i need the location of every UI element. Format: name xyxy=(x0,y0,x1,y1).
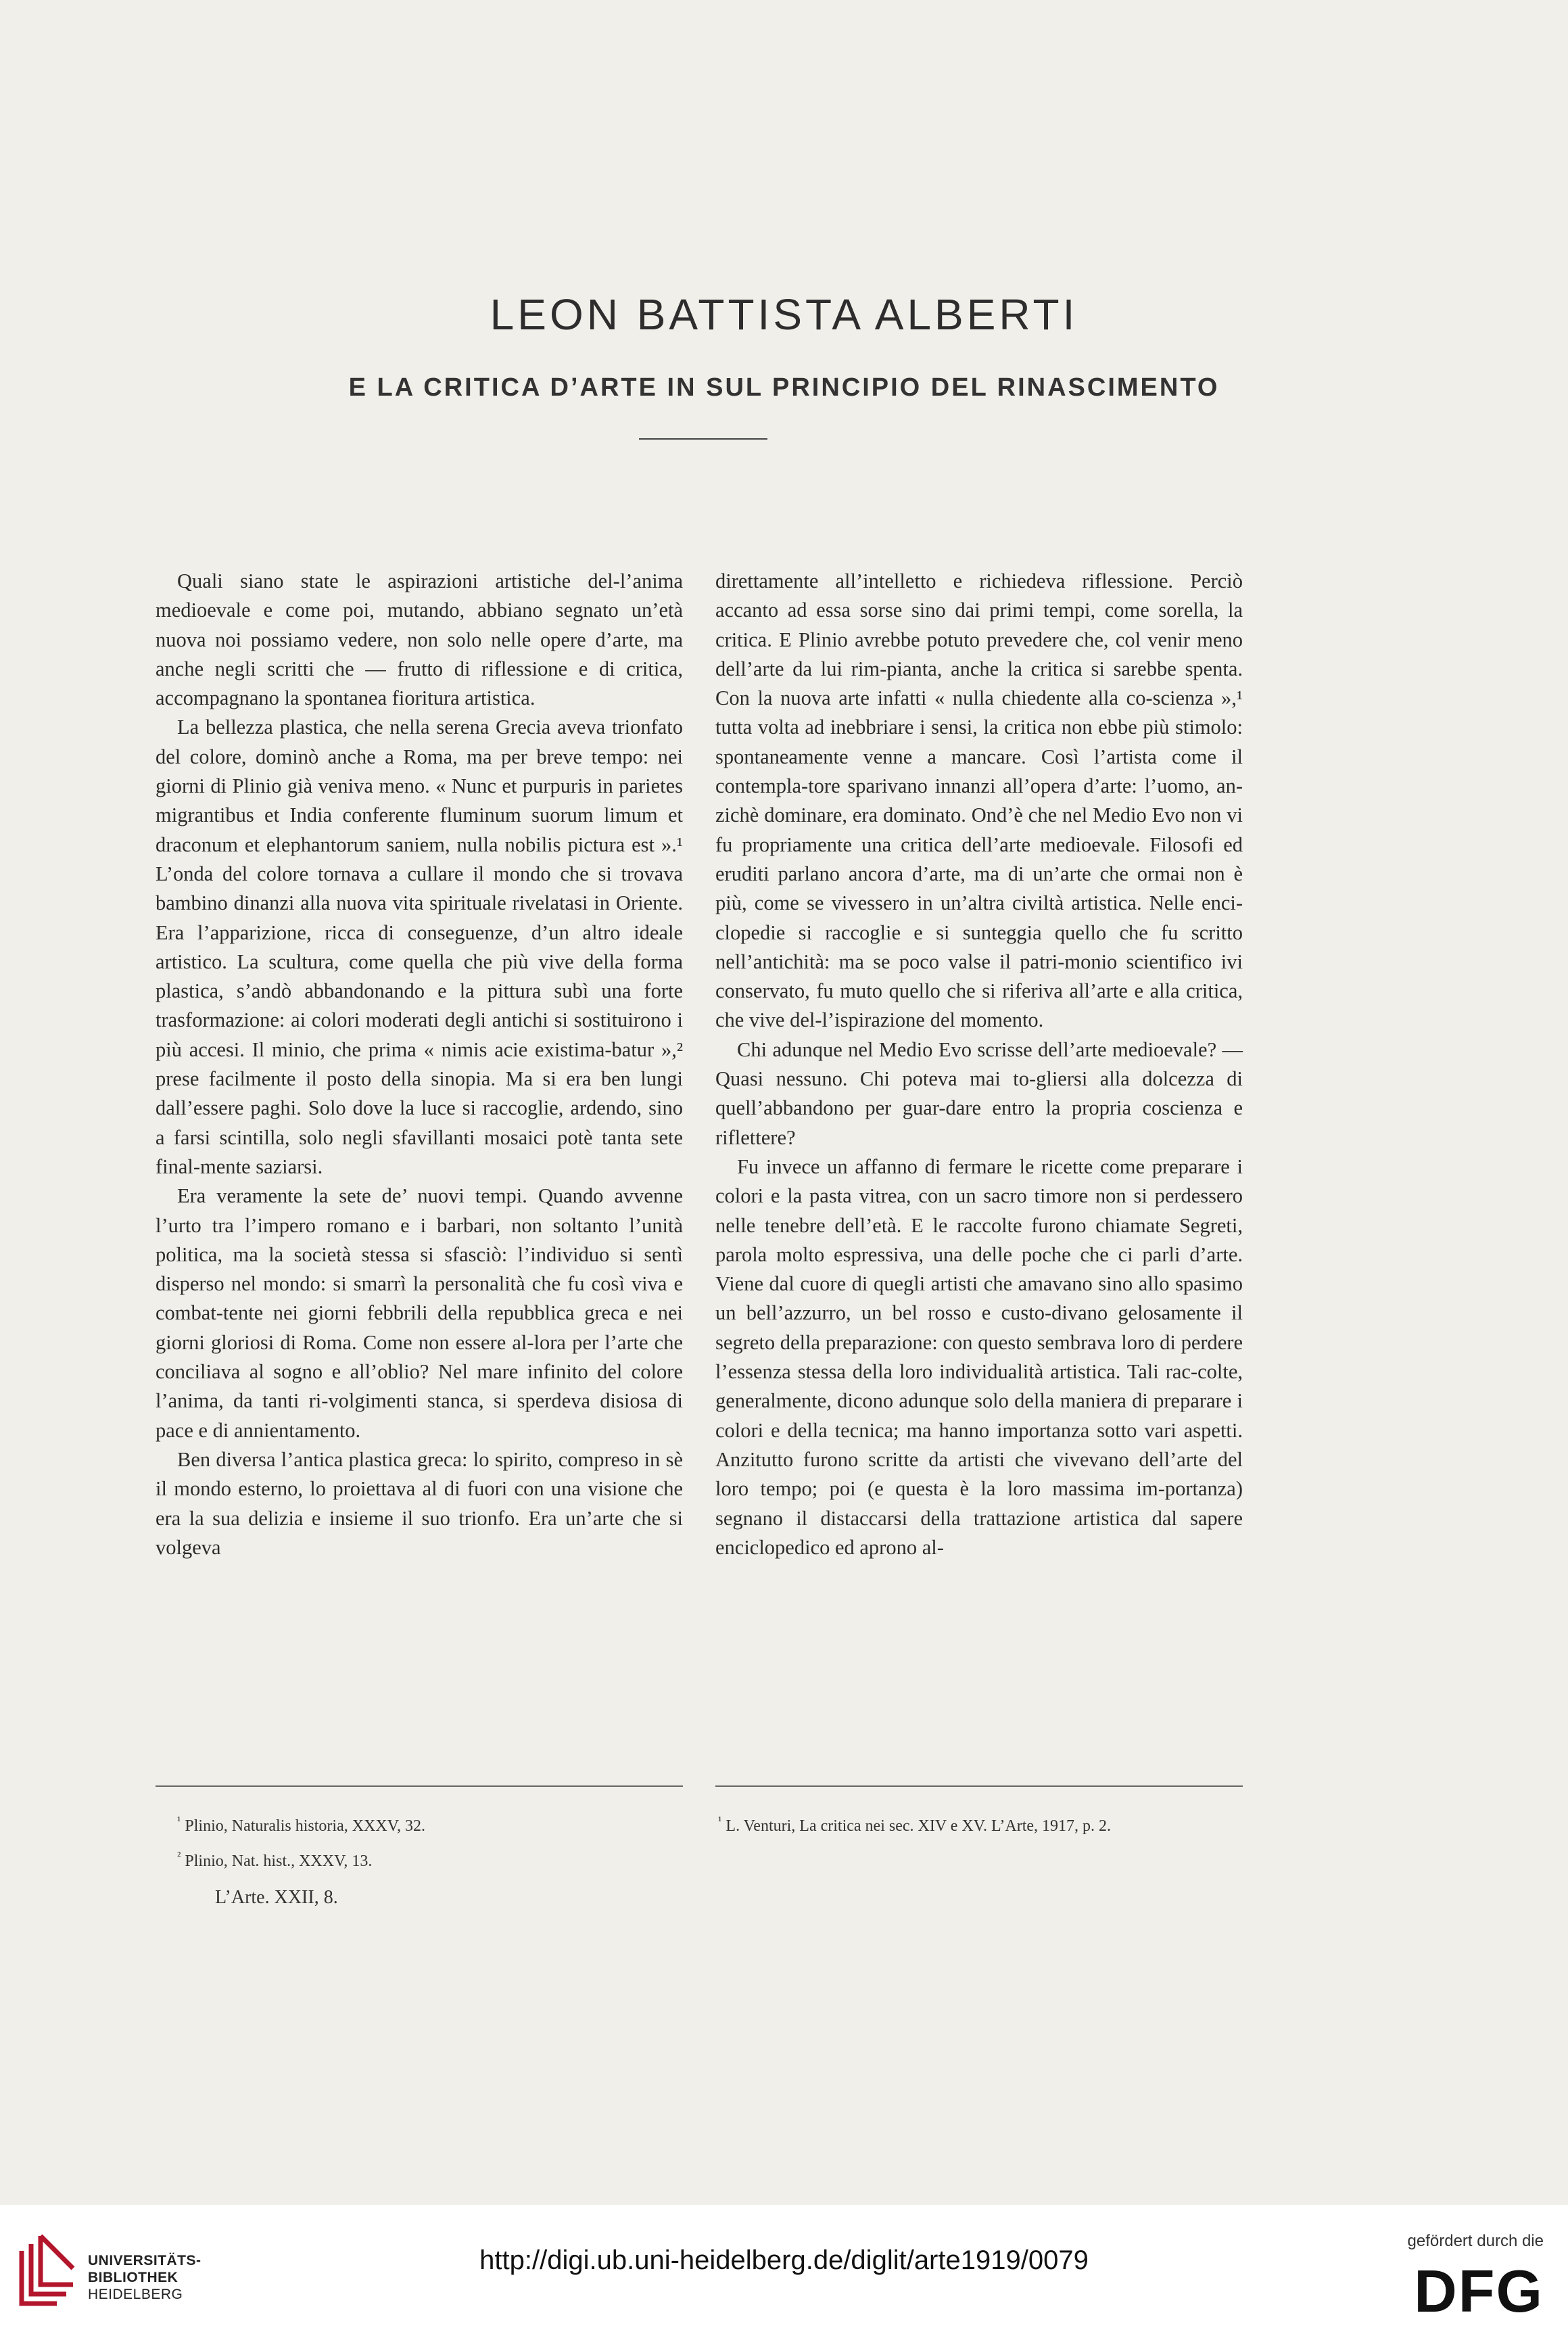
paragraph: Quali siano state le aspirazioni artistiche del-l’anima medioevale e come poi, mutando, abbiano segnato un’età nuova noi possiamo vedere, non solo nelle opere d’arte, ma anche negli scritti che — frutto di riflessione e di critica, accompagnano la spontanea fioritura artistica. xyxy=(156,569,683,710)
paragraph: La bellezza plastica, che nella serena Grecia aveva trionfato del colore, dominò anche a Roma, ma per breve tempo: nei giorni di Plinio già veniva meno. « Nunc et purpuris in parietes migrantibus et India conferente fluminum suorum limum et draconum et elephantorum saniem, nulla nobilis pictura est ».¹ L’onda del colore tornava a cullare il mondo che si trovava bambino dinanzi alla nuova vita spirituale rivelatasi in Oriente. Era l’apparizione, ricca di conseguenze, d’un altro ideale artistico. La scultura, come quella che più vive della forma plastica, s’andò abbandonando e la pittura subì una forte trasformazione: ai colori moderati degli antichi si sostituirono i più accesi. Il minio, che prima « nimis acie existima-batur »,² prese facilmente il posto della sinopia. Ma si era ben lungi dall’essere paghi. Solo dove la luce si raccoglie, ardendo, sino a farsi scintilla, solo negli sfavillanti mosaici potè tanta sete final-mente saziarsi. xyxy=(156,716,683,1178)
footnote-text: L. Venturi, La critica nei sec. XIV e XV. L’Arte, 1917, p. 2. xyxy=(726,1817,1112,1835)
footnote-divider xyxy=(156,1785,683,1787)
left-footnotes xyxy=(177,1806,705,1876)
footnote-ref: ¹ xyxy=(177,1814,181,1827)
journal-page-reference: L’Arte. XXII, 8. xyxy=(215,1887,338,1908)
library-name-line: HEIDELBERG xyxy=(88,2287,183,2302)
right-footnotes xyxy=(718,1806,1245,1841)
footnote xyxy=(177,1806,705,1841)
paragraph: Fu invece un affanno di fermare le ricette come preparare i colori e la pasta vitrea, con un sacro timore non si perdessero nelle tenebre dell’età. E le raccolte furono chiamate Segreti, parola molto espressiva, una delle poche che ci parli d’arte. Viene dal cuore di quegli artisti che amavano sino allo spasimo un bell’azzurro, un bel rosso e custo-divano gelosamente il segreto della preparazione: con questo sembrava loro di perdere l’essenza stessa della loro individualità artistica. Tali rac-colte, generalmente, dicono adunque solo della maniera di preparare i colori e della tecnica; ma hanno importanza sotto vari aspetti. Anzitutto furono scritte da artisti che vivevano dell’arte del loro tempo; poi (e questa è la loro massima im-portanza) segnano il distaccarsi della trattazione artistica dal sapere enciclopedico ed aprono al- xyxy=(715,1154,1243,1559)
footnote xyxy=(718,1806,1245,1841)
title-divider xyxy=(639,438,767,440)
footnote-text: Plinio, Naturalis historia, XXXV, 32. xyxy=(185,1817,425,1835)
paragraph: Era veramente la sete de’ nuovi tempi. Quando avvenne l’urto tra l’impero romano e i barbari, non soltanto l’unità politica, ma la società stessa si sfasciò: l’individuo si sentì disperso nel mondo: si smarrì la personalità che fu così viva e combat-tente nei giorni febbrili della repubblica greca e nei giorni gloriosi di Roma. Come non essere al-lora per l’arte che conciliava al sogno e all’oblio? Nel mare infinito del colore l’anima, da tanti ri-volgimenti stanca, si sperdeva disiosa di pace e di annientamento. xyxy=(156,1184,683,1442)
paragraph: direttamente all’intelletto e richiedeva riflessione. Perciò accanto ad essa sorse sino dai primi tempi, come sorella, la critica. E Plinio avrebbe potuto prevedere che, col venir meno dell’arte da lui rim-pianta, anche la critica si sarebbe spenta. Con la nuova arte infatti « nulla chiedente alla co-scienza »,¹ tutta volta ad inebbriare i sensi, la critica non ebbe più stimolo: spontaneamente venne a mancare. Così l’artista come il contempla-tore sparivano innanzi all’opera d’arte: l’uomo, an-zichè dominare, era dominato. Ond’è che nel Medio Evo non vi fu propriamente una critica dell’arte medioevale. Filosofi ed eruditi parlano ancora d’arte, ma di un’arte che ormai non è più, come se vivessero in un’altra civiltà artistica. Nelle enci-clopedie si raccoglie e si sunteggia quello che fu scritto nell’antichità: ma se poco valse il patri-monio scientifico ivi conservato, fu muto quello che si riferiva all’arte e alla critica, che vive del-l’ispirazione del momento. xyxy=(715,569,1243,1032)
footnote xyxy=(177,1841,705,1876)
footnote-divider xyxy=(715,1785,1243,1787)
article-subtitle: E LA CRITICA D’ARTE IN SUL PRINCIPIO DEL RINASCIMENTO xyxy=(348,373,1220,402)
paragraph: Chi adunque nel Medio Evo scrisse dell’arte medioevale? — Quasi nessuno. Chi poteva mai to-gliersi alla dolcezza di quell’abbandono per guar-dare entro la propria coscienza e riflettere? xyxy=(715,1037,1243,1149)
source-url-link[interactable]: http://digi.ub.uni-heidelberg.de/diglit/arte1919/0079 xyxy=(479,2245,1089,2275)
left-text-column xyxy=(156,567,683,1562)
footnote-ref: ¹ xyxy=(718,1814,722,1827)
footnote-text: Plinio, Nat. hist., XXXV, 13. xyxy=(185,1852,373,1870)
article-title: LEON BATTISTA ALBERTI xyxy=(490,290,1078,339)
right-text-column xyxy=(715,567,1243,1562)
dfg-logo: DFG xyxy=(1414,2258,1544,2325)
funded-by-label: gefördert durch die xyxy=(1407,2232,1544,2250)
paragraph: Ben diversa l’antica plastica greca: lo spirito, compreso in sè il mondo esterno, lo proiettava al di fuori con una visione che era la sua delizia e insieme il suo trionfo. Era un’arte che si volgeva xyxy=(156,1447,683,1559)
library-name-line: BIBLIOTHEK xyxy=(88,2270,179,2285)
library-name-line: UNIVERSITÄTS- xyxy=(88,2253,201,2268)
footnote-ref: ² xyxy=(177,1849,181,1863)
